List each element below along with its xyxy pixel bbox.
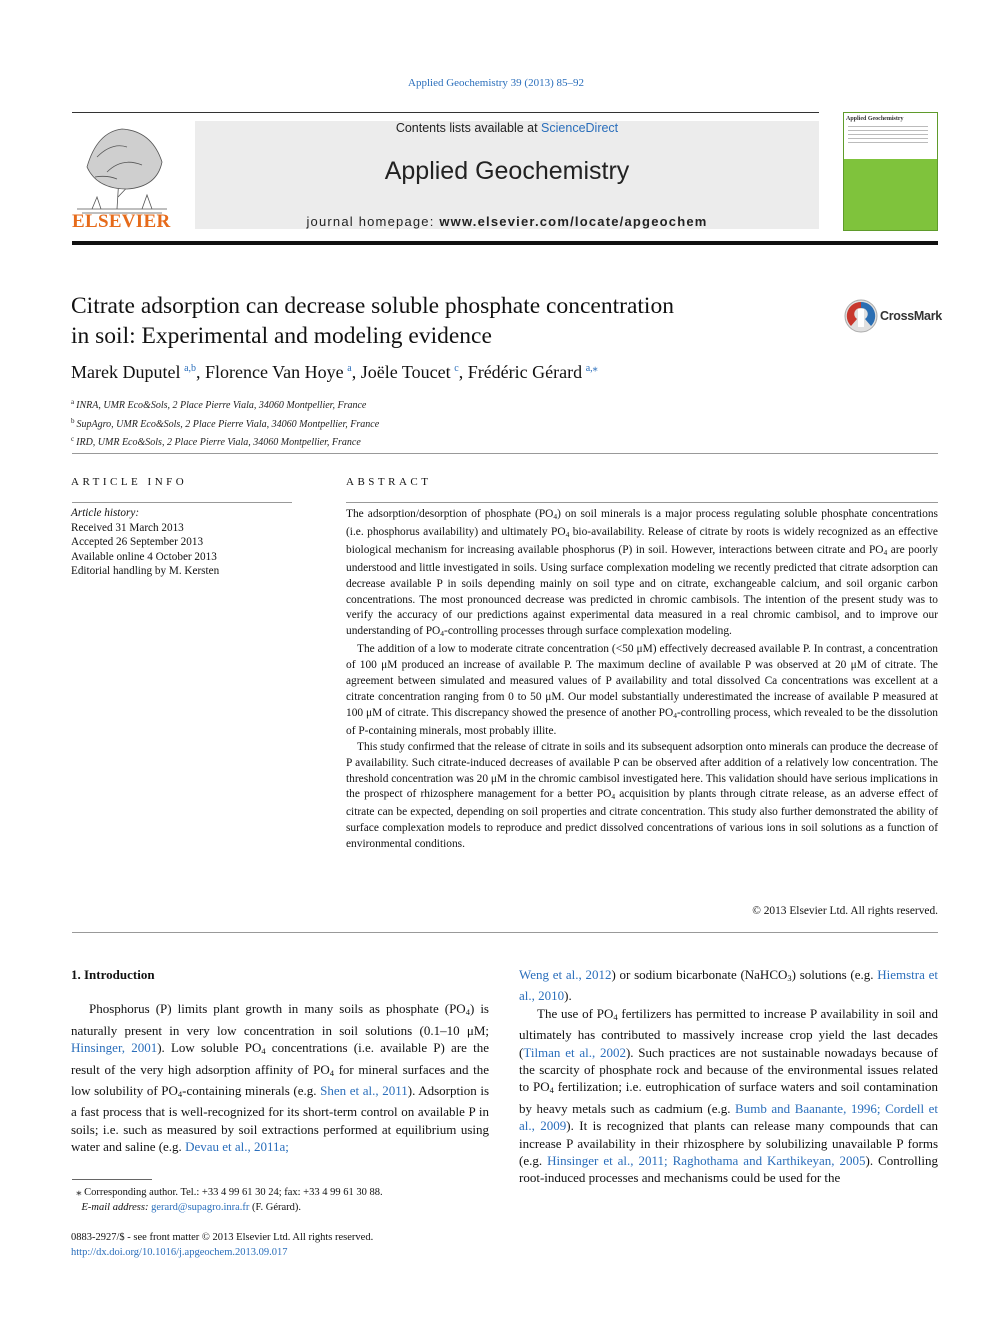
author-name[interactable]: Joële Toucet [360,362,451,382]
abstract-paragraph: The addition of a low to moderate citrate concentration (<50 μM) effectively decreased available P. In contrast, a concentration of 100 μM produced an increase of available P. The maximum decline of available P was observed at 20 μM of citrate. The agreement between simulated and measured values of P availability and total dissolved Ca concentrations was excellent at a citrate concentration ranging from 0 to 50 μM. Our model substantially underestimated the increase of available P measured at 100 μM of citrate. This discrepancy showed the presence of another $PO_4$-controlling process, which revealed to be the dissolution of P-containing minerals, most probably illite. [346,643,938,737]
ref-link[interactable]: Hiemstra et al., 2010 [519,967,938,1004]
homepage-label: journal homepage: [306,214,440,229]
introduction-heading: 1. Introduction [71,967,155,982]
homepage-url[interactable]: www.elsevier.com/locate/apgeochem [439,214,708,229]
sciencedirect-link[interactable]: ScienceDirect [541,121,619,135]
affiliation-text: SupAgro, UMR Eco&Sols, 2 Place Pierre Viala, 34060 Montpellier, France [76,418,380,430]
ref-link[interactable]: Hinsinger, 2001 [71,1040,158,1056]
issn-block [71,1231,491,1260]
cover-title: Applied Geochemistry [846,116,904,122]
body-paragraph: The use of $PO_4$ fertilizers has permitted to increase P availability in soil and ultimately has contributed to massively increase crop yield the last decades (Tilman et al., 2002). Such practices are not sustainable nowadays because of the scarcity of phosphate rock and because of the environmental issues related to $PO_4$ fertilization; i.e. eutrophication of surface waters and soil contamination by heavy metals such as cadmium (e.g. Bumb and Baanante, 1996; Cordell et al., 2009). It is recognized that plants can release many compounds that can increase P availability in their rhizosphere by solubilizing unavailable P forms (e.g. Hinsinger et al., 2011; Raghothama and Karthikeyan, 2005). Controlling root-induced processes and mechanisms could be used for the [519,1005,939,1186]
article-info-rule [72,502,292,503]
author-affil-sup[interactable]: a,⁎ [585,363,598,374]
author-affil-sup[interactable]: a,b [184,363,197,374]
ref-link[interactable]: Bumb and Baanante, 1996; [735,1100,881,1116]
email-link[interactable]: gerard@supagro.inra.fr [151,1201,250,1213]
body-column-left [71,966,489,1156]
cover-lines [848,126,928,146]
ref-link[interactable]: Hinsinger et al., 2011; [547,1153,668,1169]
corresponding-footnote [71,1186,491,1215]
affiliations [71,395,671,451]
header-thick-rule [72,241,938,245]
ref-link[interactable]: Shen et al., 2011 [320,1083,408,1099]
corresponding-author: ⁎ Corresponding author. Tel.: +33 4 99 61 30 24; fax: +33 4 99 61 30 88. [71,1187,383,1198]
corresponding-text: Corresponding author. Tel.: +33 4 99 61 30 24; fax: +33 4 99 61 30 88. [84,1187,383,1198]
journal-citation[interactable]: Applied Geochemistry 39 (2013) 85–92 [408,77,584,89]
author-list: Marek Duputel $^{a,b}$, Florence Van Hoye $^a$, Joële Toucet $^c$, Frédéric Gérard $^{a,⁎}$ [71,362,598,382]
ref-link[interactable]: Tilman et al., 2002 [523,1044,626,1060]
affiliation-sup: b [71,416,75,425]
article-title [71,291,791,351]
author-affil-sup[interactable]: c [454,363,459,374]
editorial-handling: Editorial handling by M. Kersten [71,565,220,578]
email-line [71,1201,491,1216]
body-paragraph: Phosphorus (P) limits plant growth in many soils as phosphate $(PO_4)$ is naturally present in very low concentration in soil solutions (0.1–10 μM; Hinsinger, 2001). Low soluble $PO_4$ concentrations (i.e. available P) are the result of the very high adsorption affinity of $PO_4$ for mineral surfaces and the low solubility of $PO_4$-containing minerals (e.g. Shen et al., 2011). Adsorption is a fast process that is well-recognized for its short-term control on available P in soils; i.e. such as measured by soil extractions performed at equilibrium using water and saline (e.g. Devau et al., 2011a; [71,1001,489,1155]
abstract-rule [346,502,938,503]
body-rule [72,932,938,933]
article-history [71,506,301,579]
abstract-paragraph: This study confirmed that the release of citrate in soils and its subsequent adsorption onto minerals can produce the decrease of P availability. Such citrate-induced decreases of available P can be observed after addition of a relatively low concentration. The threshold concentration was 20 μM in the chromic cambisol investigated here. This validation should have serious implications in the prospect of rhizosphere management for a better $PO_4$ acquisition by plants through citrate release, as an adverse effect of citrate can be expected, depending on soil properties and citrate concentration. This study also further demonstrated the ability of surface complexation models to reproduce and predict dissolved concentrations of various ions in soil solutions as a function of environmental conditions. [346,740,938,851]
affiliation-sup: c [71,435,75,443]
publisher-wordmark[interactable]: ELSEVIER [72,211,171,232]
received-date: Received 31 March 2013 [71,521,184,534]
header-top-rule [72,112,819,113]
crossmark-label[interactable]: CrossMark [880,309,942,323]
journal-homepage [195,214,819,229]
contents-prefix: Contents lists available at [395,121,542,135]
ref-link[interactable]: Raghothama and Karthikeyan, 2005 [672,1153,866,1169]
issn-line: 0883-2927/$ - see front matter © 2013 Elsevier Ltd. All rights reserved. [71,1232,374,1243]
affiliation-item [71,432,671,451]
copyright-notice: © 2013 Elsevier Ltd. All rights reserved. [752,905,938,917]
article-info-heading: ARTICLE INFO [71,476,188,488]
online-date: Available online 4 October 2013 [71,550,217,563]
abstract-heading: ABSTRACT [346,476,432,488]
journal-name[interactable]: Applied Geochemistry [384,157,630,185]
affiliation-rule [72,453,938,454]
ref-link[interactable]: Cordell et al., 2009 [519,1100,938,1134]
body-column-right [519,966,938,1187]
author-affil-sup[interactable]: a [347,363,352,374]
abstract-paragraph: The adsorption/desorption of phosphate $(PO_4)$ on soil minerals is a major process regulating soluble phosphate concentrations (i.e. phosphorus availability) and ultimately $PO_4$ bio-availability. Release of citrate by roots is widely recognized as an effective biological mechanism for increasing available phosphorus (P) in soil. However, interactions between citrate and $PO_4$ are poorly understood and little investigated in soils. Using surface complexation modeling we recently predicted that citrate adsorption can decrease available P in soils depending mainly on soil type and on citrate, exchangeable calcium, and soil organic carbon concentrations. The most pronounced decrease was predicted in chromic cambisols. The intention of the present study was to verify the accuracy of our predictions against experimental data measured in a real chromic cambisol, and to improve our understanding of $PO_4$-controlling processes through surface complexation modeling. [346,508,938,639]
accepted-date: Accepted 26 September 2013 [71,536,204,549]
ref-link[interactable]: Weng et al., 2012 [519,967,612,982]
affiliation-item [71,395,671,414]
affiliation-text: INRA, UMR Eco&Sols, 2 Place Pierre Viala, 34060 Montpellier, France [76,400,367,411]
footnote-rule [72,1179,152,1180]
email-suffix: (F. Gérard). [252,1201,302,1213]
author-name[interactable]: Florence Van Hoye [205,362,344,382]
email-label: E-mail address: [81,1201,149,1213]
ref-link[interactable]: Devau et al., 2011a; [185,1139,289,1155]
doi-link[interactable]: http://dx.doi.org/10.1016/j.apgeochem.2013.09.017 [71,1246,288,1258]
affiliation-text: IRD, UMR Eco&Sols, 2 Place Pierre Viala, 34060 Montpellier, France [76,437,361,448]
title-line-2: in soil: Experimental and modeling evidence [71,323,492,349]
abstract-text [346,507,938,853]
affiliation-sup: a [71,398,75,406]
title-line-1: Citrate adsorption can decrease soluble phosphate concentration [71,293,674,319]
affiliation-item [71,414,671,433]
contents-line [195,121,819,135]
author-name[interactable]: Frédéric Gérard [467,362,583,382]
history-label: Article history: [71,507,140,519]
body-paragraph: Weng et al., 2012) or sodium bicarbonate (NaHCO$_3$) solutions (e.g. Hiemstra et al., 2010). [519,967,938,1004]
author-name[interactable]: Marek Duputel [71,362,181,382]
